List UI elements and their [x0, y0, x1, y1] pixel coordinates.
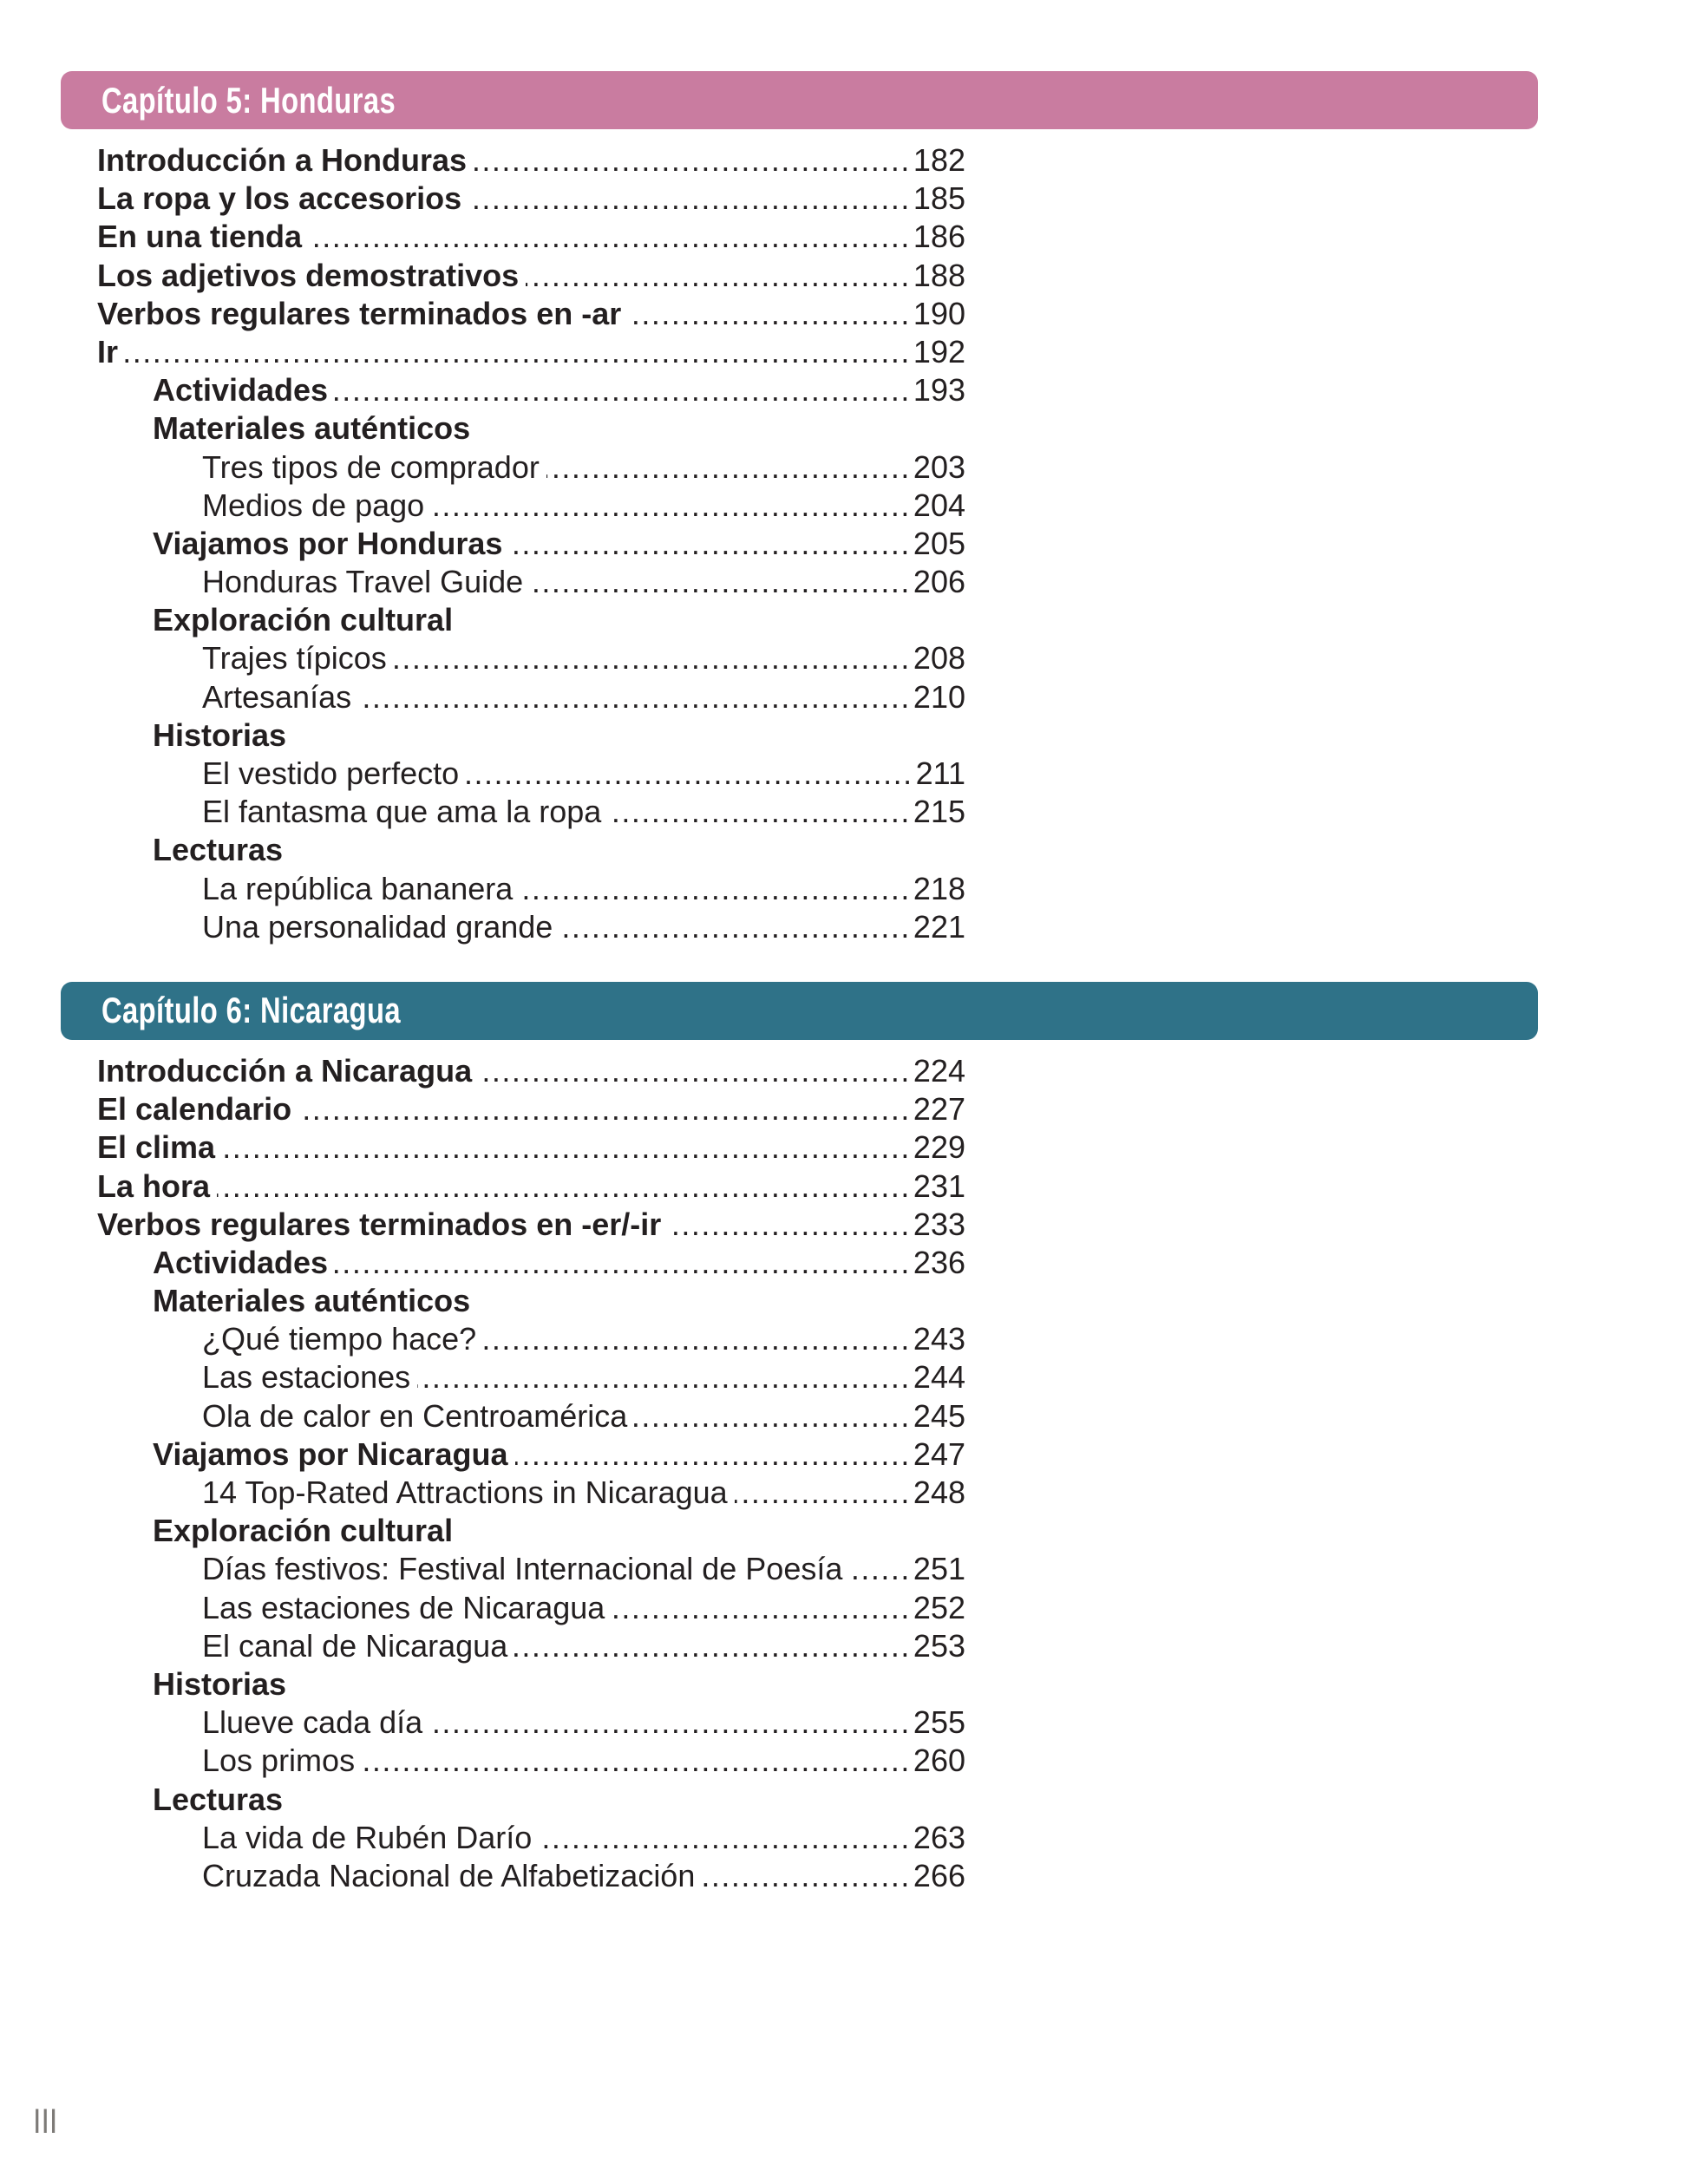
toc-leader-dots [735, 1474, 911, 1512]
toc-entry-label: El calendario [97, 1091, 292, 1128]
toc-leader-dots [539, 1819, 911, 1857]
toc-leader-dots [559, 908, 911, 946]
toc-leader-dots [479, 1052, 911, 1090]
chapter-6-header-bar [61, 982, 1538, 1040]
toc-entry-label: Los primos [202, 1743, 356, 1779]
toc-leader-dots [514, 1627, 911, 1665]
toc-entry-label: Materiales auténticos [153, 1283, 471, 1319]
toc-entry-label: Días festivos: Festival Internacional de Poesía [202, 1551, 843, 1587]
toc-entry-label: Introducción a Nicaragua [97, 1052, 473, 1089]
toc-entry-page: 247 [913, 1435, 965, 1472]
toc-leader-dots [520, 870, 911, 908]
toc-row [97, 1320, 965, 1358]
toc-entry-label: Verbos regulares terminados en -ar [97, 295, 622, 331]
toc-row [97, 1665, 965, 1703]
toc-entry-label: Historias [153, 1665, 287, 1702]
toc-entry-page: 236 [913, 1244, 965, 1280]
toc-row [97, 1206, 965, 1244]
toc-entry-page: 260 [913, 1743, 965, 1779]
toc-entry-label: Lecturas [153, 832, 284, 868]
toc-entry-label: Ola de calor en Centroamérica [202, 1397, 628, 1434]
toc-entry-label: El canal de Nicaragua [202, 1627, 508, 1664]
toc-leader-dots [702, 1857, 911, 1895]
toc-leader-dots [483, 1320, 911, 1358]
toc-entry-label: La hora [97, 1167, 211, 1204]
toc-row [97, 218, 965, 256]
toc-entry-page: 210 [913, 678, 965, 715]
toc-row [97, 1703, 965, 1742]
toc-entry-page: 185 [913, 180, 965, 217]
toc-entry-label: Introducción a Honduras [97, 142, 468, 178]
toc-leader-dots [394, 639, 911, 677]
toc-row [97, 639, 965, 677]
toc-row [97, 1474, 965, 1512]
toc-leader-dots [362, 1742, 911, 1780]
toc-entry-page: 245 [913, 1397, 965, 1434]
toc-row [97, 1589, 965, 1627]
toc-entry-page: 229 [913, 1129, 965, 1166]
toc-entry-label: Los adjetivos demostrativos [97, 257, 520, 293]
page-number-folio: III [33, 2102, 58, 2141]
toc-entry-page: 190 [913, 295, 965, 331]
toc-entry-page: 204 [913, 487, 965, 523]
toc-row [97, 870, 965, 908]
chapter-5-header-bar [61, 71, 1538, 129]
toc-row [97, 831, 965, 869]
toc-leader-dots [335, 371, 911, 409]
toc-row [97, 1052, 965, 1090]
toc-entry-page: 252 [913, 1589, 965, 1625]
toc-entry-label: La ropa y los accesorios [97, 180, 462, 217]
toc-entry-label: Materiales auténticos [153, 410, 471, 447]
toc-row [97, 180, 965, 218]
chapter-5-section [0, 71, 1688, 946]
toc-leader-dots [634, 1397, 911, 1435]
toc-leader-dots [668, 1206, 911, 1244]
toc-entry-label: Honduras Travel Guide [202, 564, 524, 600]
toc-row [97, 716, 965, 755]
toc-entry-page: 205 [913, 525, 965, 561]
toc-entry-page: 243 [913, 1321, 965, 1357]
toc-entry-page: 186 [913, 219, 965, 255]
toc-entry-label: La república bananera [202, 870, 514, 906]
toc-entry-label: Actividades [153, 372, 329, 409]
toc-row [97, 1781, 965, 1819]
toc-entry-page: 224 [913, 1052, 965, 1089]
toc-leader-dots [628, 295, 911, 333]
toc-entry-label: Actividades [153, 1244, 329, 1280]
toc-row [97, 678, 965, 716]
toc-row [97, 1550, 965, 1588]
toc-leader-dots [530, 563, 911, 601]
toc-entry-page: 251 [913, 1551, 965, 1587]
toc-leader-dots [526, 257, 911, 295]
toc-leader-dots [217, 1167, 911, 1206]
toc-row [97, 525, 965, 563]
toc-entry-label: Lecturas [153, 1781, 284, 1817]
toc-leader-dots [335, 1244, 911, 1282]
toc-entry-label: La vida de Rubén Darío [202, 1819, 533, 1855]
toc-row [97, 295, 965, 333]
toc-entry-page: 208 [913, 640, 965, 677]
toc-entry-page: 192 [913, 333, 965, 369]
toc-row [97, 371, 965, 409]
toc-entry-page: 263 [913, 1819, 965, 1855]
toc-row [97, 793, 965, 831]
toc-entry-page: 266 [913, 1857, 965, 1893]
toc-entry-label: El fantasma que ama la ropa [202, 794, 602, 830]
toc-row [97, 755, 965, 793]
toc-row [97, 1244, 965, 1282]
toc-entry-label: Llueve cada día [202, 1704, 423, 1741]
toc-leader-dots [849, 1550, 911, 1588]
toc-entry-label: Historias [153, 716, 287, 753]
toc-entry-label: Una personalidad grande [202, 908, 553, 945]
toc-leader-dots [125, 333, 911, 371]
chapter-5-title: Capítulo 5: Honduras [101, 79, 396, 121]
toc-entry-label: Tres tipos de comprador [202, 448, 540, 485]
toc-row [97, 487, 965, 525]
toc-entry-page: 255 [913, 1704, 965, 1741]
toc-leader-dots [431, 487, 911, 525]
toc-entry-page: 248 [913, 1475, 965, 1510]
toc-row [97, 1857, 965, 1895]
toc-entry-label: Viajamos por Honduras [153, 525, 503, 561]
toc-entry-page: 215 [913, 794, 965, 830]
toc-leader-dots [612, 1589, 911, 1627]
toc-entry-label: Las estaciones de Nicaragua [202, 1589, 605, 1625]
toc-leader-dots [222, 1128, 911, 1167]
toc-leader-dots [468, 180, 911, 218]
toc-row [97, 601, 965, 639]
toc-row [97, 1742, 965, 1780]
toc-row [97, 333, 965, 371]
toc-leader-dots [509, 525, 910, 563]
toc-row [97, 1128, 965, 1167]
toc-leader-dots [417, 1358, 911, 1396]
toc-leader-dots [358, 678, 911, 716]
toc-entry-label: El clima [97, 1129, 216, 1166]
toc-row [97, 448, 965, 487]
toc-entry-page: 188 [913, 257, 965, 293]
toc-entry-page: 227 [913, 1091, 965, 1128]
toc-leader-dots [474, 141, 911, 180]
toc-entry-label: Trajes típicos [202, 640, 387, 677]
toc-entry-page: 203 [913, 448, 965, 485]
toc-entry-page: 182 [913, 142, 965, 178]
toc-row [97, 1090, 965, 1128]
toc-entry-label: Ir [97, 333, 119, 369]
toc-entry-page: 218 [913, 870, 965, 906]
toc-entry-label: Verbos regulares terminados en -er/-ir [97, 1206, 662, 1242]
chapter-6-toc-list [97, 1040, 965, 1895]
toc-entry-label: Viajamos por Nicaragua [153, 1435, 508, 1472]
toc-row [97, 1512, 965, 1550]
toc-leader-dots [466, 755, 913, 793]
toc-row [97, 1358, 965, 1396]
toc-entry-page: 211 [915, 755, 965, 791]
toc-row [97, 908, 965, 946]
toc-row [97, 1397, 965, 1435]
toc-row [97, 141, 965, 180]
toc-leader-dots [515, 1435, 911, 1474]
toc-entry-label: Las estaciones [202, 1359, 411, 1396]
toc-entry-page: 193 [913, 372, 965, 409]
chapter-5-toc-list [97, 129, 965, 946]
toc-leader-dots [608, 793, 911, 831]
toc-entry-page: 253 [913, 1627, 965, 1664]
toc-entry-label: En una tienda [97, 219, 303, 255]
toc-entry-page: 206 [913, 564, 965, 600]
toc-entry-page: 231 [913, 1167, 965, 1204]
toc-entry-page: 233 [913, 1206, 965, 1242]
chapter-6-title: Capítulo 6: Nicaragua [101, 990, 401, 1031]
toc-entry-label: 14 Top-Rated Attractions in Nicaragua [202, 1475, 728, 1510]
toc-entry-label: ¿Qué tiempo hace? [202, 1321, 477, 1357]
toc-row [97, 1627, 965, 1665]
toc-row [97, 1435, 965, 1474]
toc-row [97, 1819, 965, 1857]
toc-entry-label: Exploración cultural [153, 602, 454, 638]
toc-entry-page: 221 [913, 908, 965, 945]
toc-row [97, 563, 965, 601]
toc-row [97, 257, 965, 295]
toc-entry-label: Cruzada Nacional de Alfabetización [202, 1857, 696, 1893]
toc-row [97, 1167, 965, 1206]
toc-leader-dots [309, 218, 911, 256]
toc-row [97, 1282, 965, 1320]
toc-leader-dots [298, 1090, 911, 1128]
toc-entry-label: El vestido perfecto [202, 755, 460, 791]
chapter-6-section [0, 982, 1688, 1895]
toc-entry-label: Medios de pago [202, 487, 425, 523]
toc-leader-dots [429, 1703, 911, 1742]
toc-entry-label: Exploración cultural [153, 1513, 454, 1549]
toc-leader-dots [546, 448, 911, 487]
toc-entry-page: 244 [913, 1359, 965, 1396]
toc-entry-label: Artesanías [202, 678, 352, 715]
toc-row [97, 409, 965, 448]
